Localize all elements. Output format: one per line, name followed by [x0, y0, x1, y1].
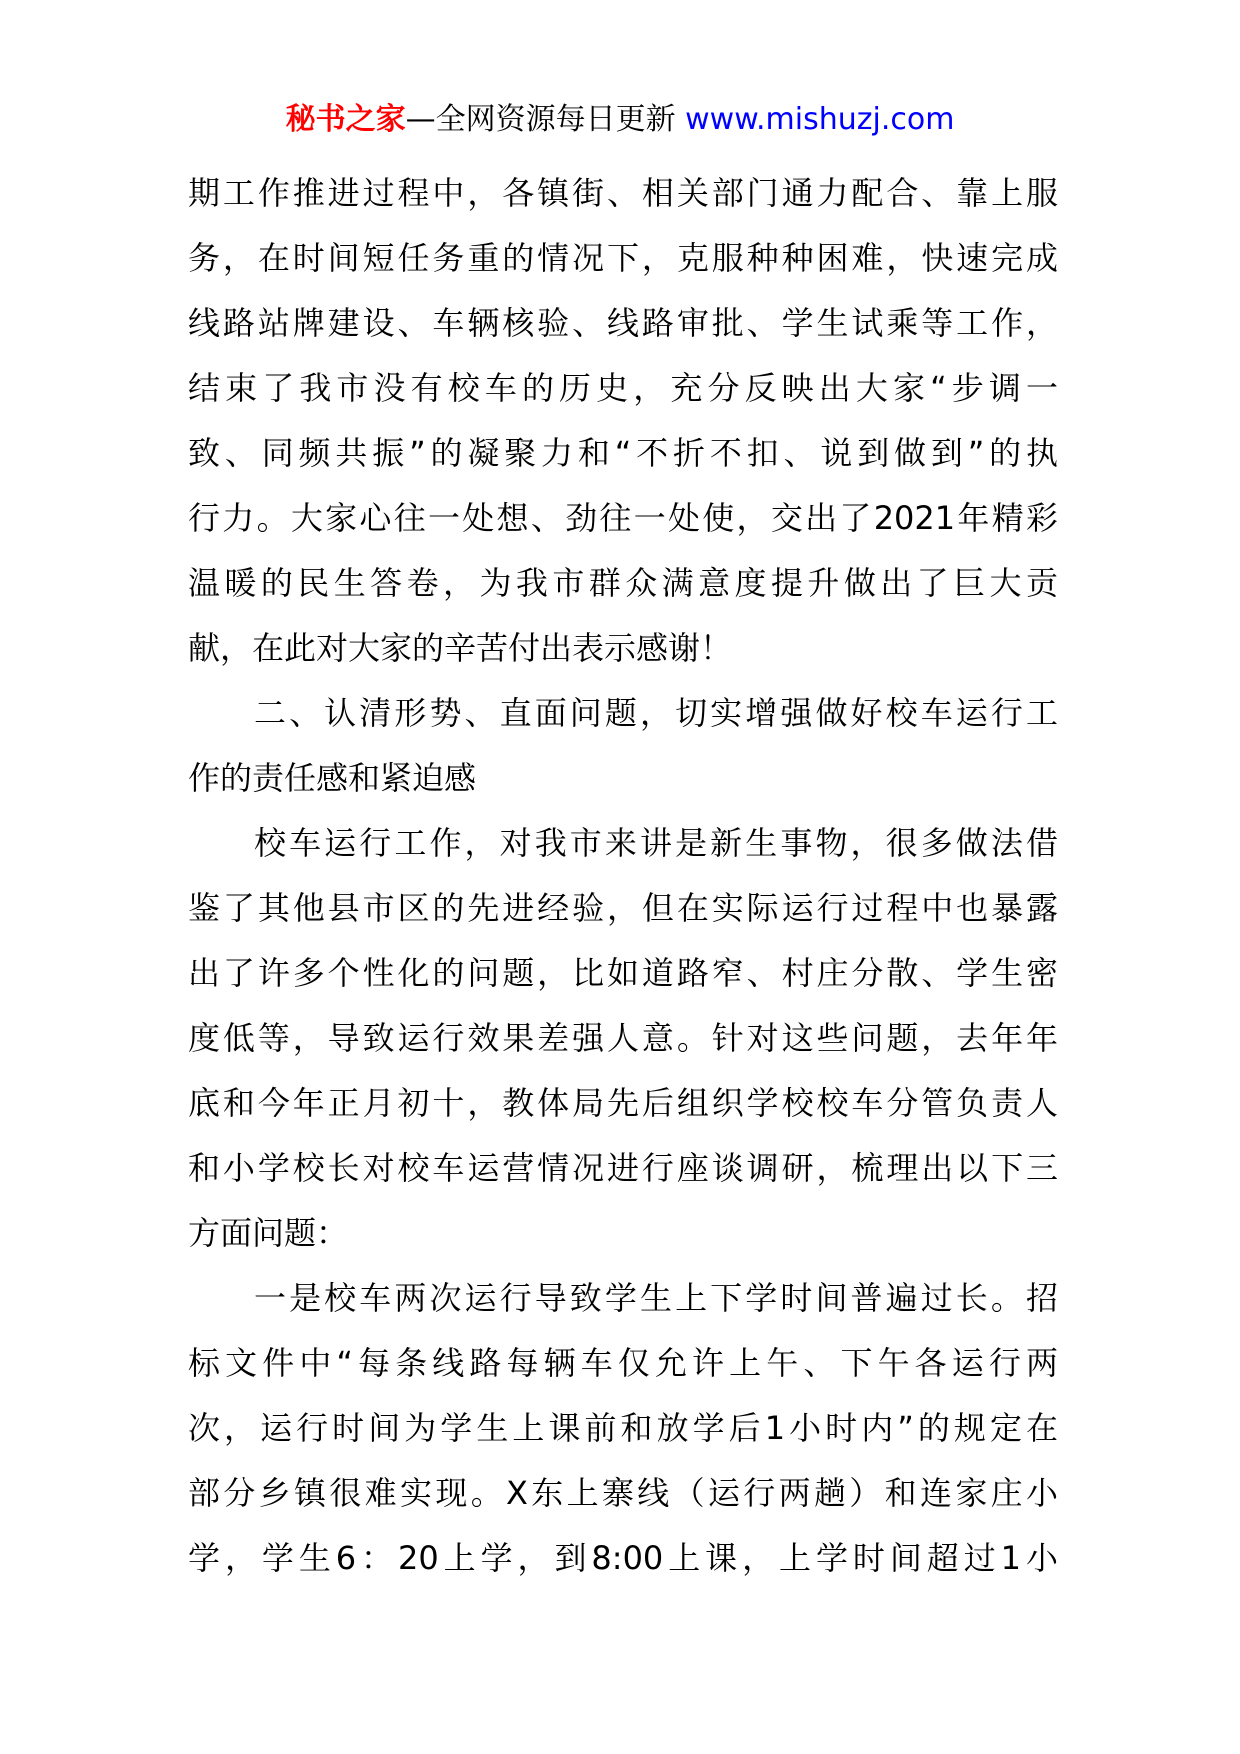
section-heading-line: 作的责任感和紧迫感 [188, 759, 477, 797]
text-line: 务，在时间短任务重的情况下，克服种种困难，快速完成 [188, 239, 1058, 277]
text-line: 行力。大家心往一处想、劲往一处使，交出了2021年精彩 [188, 499, 1058, 537]
text-line: 献，在此对大家的辛苦付出表示感谢！ [188, 629, 733, 667]
site-tagline: —全网资源每日更新 [405, 102, 686, 137]
text-line: 方面问题： [188, 1214, 349, 1252]
text-line: 部分乡镇很难实现。X东上寨线（运行两趟）和连家庄小 [188, 1474, 1058, 1512]
text-line: 一是校车两次运行导致学生上下学时间普遍过长。招 [254, 1279, 1058, 1317]
text-line: 温暖的民生答卷，为我市群众满意度提升做出了巨大贡 [188, 564, 1058, 602]
text-line: 校车运行工作，对我市来讲是新生事物，很多做法借 [254, 824, 1058, 862]
text-line: 底和今年正月初十，教体局先后组织学校校车分管负责人 [188, 1084, 1058, 1122]
text-line: 致、同频共振”的凝聚力和“不折不扣、说到做到”的执 [188, 434, 1058, 472]
document-body [188, 161, 1058, 1591]
section-heading-line: 二、认清形势、直面问题，切实增强做好校车运行工 [254, 694, 1058, 732]
site-brand: 秘书之家 [285, 102, 406, 137]
site-url[interactable]: www.mishuzj.com [685, 102, 955, 137]
site-header [0, 100, 1240, 140]
text-line: 出了许多个性化的问题，比如道路窄、村庄分散、学生密 [188, 954, 1058, 992]
text-line: 期工作推进过程中，各镇街、相关部门通力配合、靠上服 [188, 174, 1058, 212]
text-line: 次，运行时间为学生上课前和放学后1小时内”的规定在 [188, 1409, 1058, 1447]
text-line: 度低等，导致运行效果差强人意。针对这些问题，去年年 [188, 1019, 1058, 1057]
text-line: 学，学生6：20上学，到8:00上课，上学时间超过1小 [188, 1539, 1058, 1577]
text-line: 线路站牌建设、车辆核验、线路审批、学生试乘等工作， [188, 304, 1058, 342]
text-line: 标文件中“每条线路每辆车仅允许上午、下午各运行两 [188, 1344, 1058, 1382]
text-line: 和小学校长对校车运营情况进行座谈调研，梳理出以下三 [188, 1149, 1058, 1187]
text-line: 结束了我市没有校车的历史，充分反映出大家“步调一 [188, 369, 1058, 407]
text-line: 鉴了其他县市区的先进经验，但在实际运行过程中也暴露 [188, 889, 1058, 927]
